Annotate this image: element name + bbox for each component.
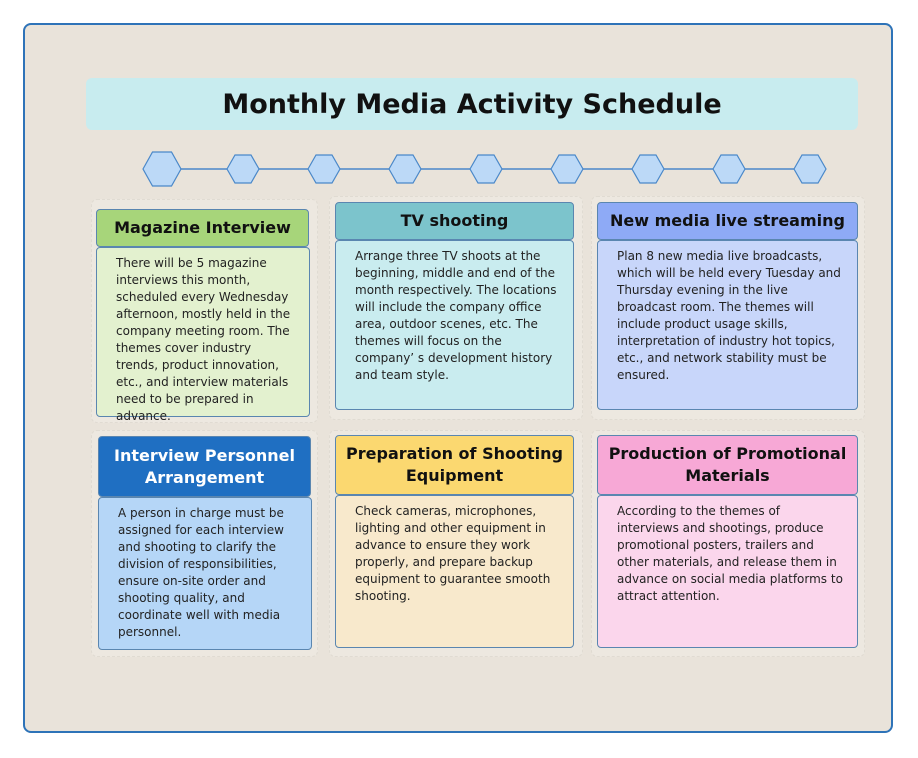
hexagon-icon [470, 155, 502, 183]
card-text-interview-personnel-arrangement: A person in charge must be assigned for each interview and shooting to clarify the division of responsibilities, ensure on-site order and shooting quality, and coordinate well with media personnel. [98, 497, 312, 650]
hexagon-icon [632, 155, 664, 183]
card-title-tv-shooting: TV shooting [335, 202, 574, 240]
card-title-interview-personnel-arrangement: Interview Personnel Arrangement [98, 436, 311, 497]
card-text-preparation-of-shooting-equipment: Check cameras, microphones, lighting and other equipment in advance to ensure they work properly, and prepare backup equipment to guarantee smooth shooting. [335, 495, 574, 648]
hexagon-icon [389, 155, 421, 183]
timeline-nodes [143, 152, 826, 186]
card-text-magazine-interview: There will be 5 magazine interviews this month, scheduled every Wednesday afternoon, mostly held in the company meeting room. The themes cover industry trends, product innovation, etc., and interview materials need to be prepared in advance. [96, 247, 310, 417]
hexagon-icon [794, 155, 826, 183]
hexagon-icon [308, 155, 340, 183]
card-title-production-of-promotional-materials: Production of Promotional Materials [597, 435, 858, 495]
hexagon-icon [713, 155, 745, 183]
card-title-preparation-of-shooting-equipment: Preparation of Shooting Equipment [335, 435, 574, 495]
page-title: Monthly Media Activity Schedule [222, 88, 722, 120]
card-title-new-media-live-streaming: New media live streaming [597, 202, 858, 240]
card-text-tv-shooting: Arrange three TV shoots at the beginning, middle and end of the month respectively. The locations will include the company office area, outdoor scenes, etc. The themes will focus on the company’ s development history and team style. [335, 240, 574, 410]
hexagon-icon [227, 155, 259, 183]
card-text-new-media-live-streaming: Plan 8 new media live broadcasts, which will be held every Tuesday and Thursday evening in the live broadcast room. The themes will include product usage skills, interpretation of industry hot topics, etc., and network stability must be ensured. [597, 240, 858, 410]
hexagon-icon [551, 155, 583, 183]
card-text-production-of-promotional-materials: According to the themes of interviews and shootings, produce promotional posters, trailers and other materials, and release them in advance on social media platforms to attract attention. [597, 495, 858, 648]
hexagon-icon [143, 152, 181, 186]
card-title-magazine-interview: Magazine Interview [96, 209, 309, 247]
